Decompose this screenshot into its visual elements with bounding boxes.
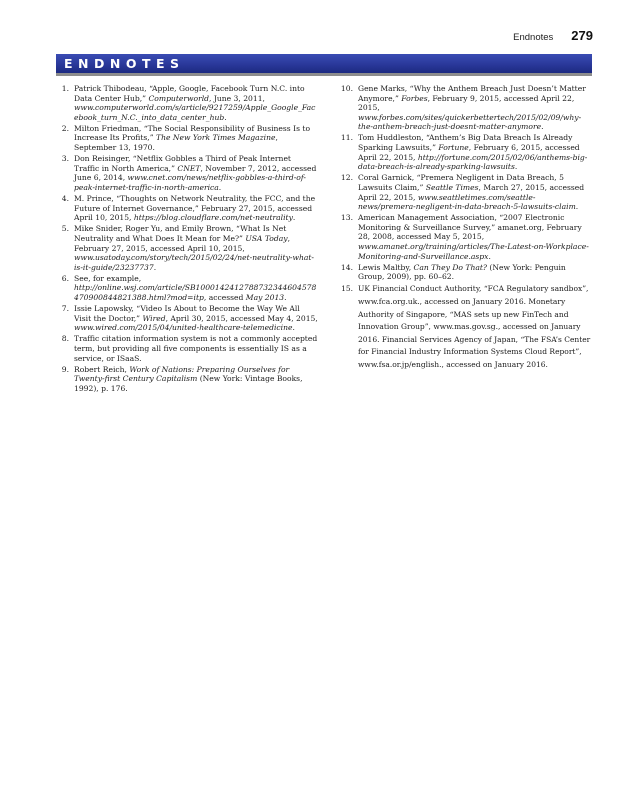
endnote-segment: Robert Reich, — [74, 364, 130, 374]
endnote-segment: (New York: Penguin Group, 2009), pp. 60–62. — [358, 262, 566, 282]
page-number: 279 — [571, 28, 593, 43]
endnote-segment: , accessed — [203, 292, 246, 302]
endnotes-right-column — [336, 84, 592, 395]
endnote-segment: . — [218, 182, 222, 192]
endnote-segment: . — [541, 122, 544, 132]
endnote-italic-segment: USA Today — [245, 233, 288, 243]
endnote-number: 10. — [340, 84, 353, 93]
endnote-segment: UK Financial Conduct Authority, “FCA Regulatory sandbox”, www.fca.org.uk., accessed on January 2016. Monetary Authority of Singapore, “MAS sets up new FinTech and Innovation Group”, www.mas.gov.sg., accessed on January 2016. Financial Services Agency of Japan, “The FSA’s Center for Financial Industry Information Systems Cloud Report”, www.fsa.or.jp/english., accessed on January 2016. — [358, 284, 591, 369]
endnote-segment: Coral Garnick, “Premera Negligent in Data Breach, 5 Lawsuits Claim,” — [358, 173, 564, 192]
endnote-italic-segment: Forbes — [401, 93, 428, 103]
endnote-segment: Don Reisinger, “Netflix Gobbles a Third of Peak Internet Traffic in North America,” — [74, 154, 291, 173]
endnote-9 — [56, 365, 318, 394]
endnote-6 — [56, 274, 318, 303]
endnote-12 — [336, 173, 592, 211]
endnote-segment: . — [284, 292, 287, 302]
endnote-number: 13. — [340, 213, 353, 223]
endnote-italic-segment: www.wired.com/2015/04/united-healthcare-telemedicine — [74, 323, 293, 333]
endnote-segment: . — [153, 262, 157, 272]
banner-title: ENDNOTES — [64, 56, 185, 71]
endnote-text — [74, 274, 318, 303]
endnote-italic-segment: Can They Do That? — [413, 262, 488, 272]
endnote-italic-segment: Fortune — [438, 143, 469, 153]
endnote-14 — [336, 263, 592, 282]
endnote-15 — [336, 283, 592, 371]
endnote-italic-segment: www.computerworld.com/s/article/9217259/Apple_Google_Facebook_turn_N.C._into_data_center_hub — [74, 103, 316, 122]
endnote-segment: . — [292, 213, 296, 223]
endnote-segment: M. Prince, “Thoughts on Network Neutrality, the FCC, and the Future of Internet Governance,” February 27, 2015, accessed April 10, 2015, — [74, 194, 316, 223]
endnote-number: 15. — [341, 284, 353, 294]
endnote-11 — [336, 133, 592, 171]
endnote-segment: Milton Friedman, “The Social Responsibility of Business Is to Increase Its Profits,” — [74, 123, 311, 143]
endnote-segment: , March 27, 2015, accessed April 22, 2015, — [358, 182, 585, 202]
endnote-italic-segment: www.seattletimes.com/seattle-news/premera-negligent-in-data-breach-5-lawsuits-claim — [358, 192, 576, 212]
endnote-segment: Traffic citation information system is not a commonly accepted term, but providing all five components is essentially IS as a service, or ISaaS. — [74, 334, 318, 363]
endnote-number: 2. — [61, 123, 69, 133]
endnote-number: 9. — [61, 364, 69, 374]
endnotes-banner — [56, 54, 592, 73]
endnote-segment: , November 7, 2012, accessed June 6, 2014, — [74, 163, 317, 183]
endnote-number: 8. — [61, 334, 69, 344]
endnote-2 — [56, 124, 318, 153]
endnote-segment: Tom Huddleston, “Anthem’s Big Data Breach Is Already Sparking Lawsuits,” — [358, 133, 573, 153]
endnote-segment: . — [488, 251, 491, 261]
endnote-number: 14. — [340, 262, 353, 272]
endnote-italic-segment: Wired — [142, 313, 166, 323]
endnote-text — [358, 133, 592, 171]
endnote-number: 5. — [61, 224, 69, 234]
endnote-segment: . — [224, 112, 227, 122]
endnote-segment: . — [514, 162, 518, 172]
endnote-italic-segment: www.amanet.org/training/articles/The-Latest-on-Workplace-Monitoring-and-Surveillance.aspx — [358, 242, 589, 261]
banner-shadow-rule — [56, 73, 592, 76]
endnote-number: 3. — [61, 154, 69, 164]
endnote-italic-segment: CNET — [177, 163, 201, 173]
endnote-3 — [56, 154, 318, 192]
endnote-segment: , February 9, 2015, accessed April 22, 2015, — [358, 93, 575, 113]
running-head — [513, 28, 593, 43]
endnote-italic-segment: http://online.wsj.com/article/SB10001424127887323446045784709008448213​88.html?mod=itp — [74, 283, 317, 302]
endnote-italic-segment: www.usatoday.com/story/tech/2015/02/24/net-neutrality-what-is-it-guide/23237737 — [74, 253, 314, 272]
endnote-text — [74, 154, 318, 192]
endnote-segment: , June 3, 2011, — [209, 93, 265, 103]
endnote-4 — [56, 194, 318, 223]
endnote-segment: . — [292, 323, 295, 333]
endnote-10 — [336, 84, 592, 132]
endnote-segment: American Management Association, “2007 Electronic Monitoring & Surveillance Survey,” amanet.org, February 28, 2008, accessed May 5, 2015, — [358, 213, 582, 242]
endnote-text — [358, 213, 592, 261]
endnote-text — [358, 283, 592, 371]
endnote-italic-segment: http://fortune.com/2015/02/06/anthems-big-data-breach-is-already-sparking-lawsuits — [358, 152, 588, 172]
endnote-number: 4. — [61, 194, 69, 204]
endnote-segment: Patrick Thibodeau, “Apple, Google, Facebook Turn N.C. into Data Center Hub,” — [74, 84, 305, 103]
endnote-8 — [56, 334, 318, 363]
endnote-1 — [56, 84, 318, 122]
endnote-number: 12. — [340, 173, 353, 183]
endnote-text — [74, 334, 318, 363]
endnote-text — [358, 263, 592, 282]
endnote-number: 1. — [61, 84, 69, 93]
endnote-5 — [56, 224, 318, 272]
endnote-segment: Issie Lapowsky, “Video Is About to Become the Way We All Visit the Doctor,” — [74, 304, 300, 323]
endnotes-columns — [56, 84, 592, 395]
endnote-segment: , February 27, 2015, accessed April 10, 2015, — [74, 233, 290, 253]
endnote-text — [74, 84, 318, 122]
endnote-text — [358, 84, 592, 132]
endnote-segment: . — [575, 202, 579, 212]
endnote-segment: Gene Marks, “Why the Anthem Breach Just Doesn’t Matter Anymore,” — [358, 84, 586, 103]
endnote-italic-segment: www.cnet.com/news/netflix-gobbles-a-third-of-peak-internet-traffic-in-north-america — [74, 173, 306, 192]
endnote-italic-segment: Seattle Times — [425, 182, 479, 192]
endnote-text — [74, 224, 318, 272]
endnote-text — [358, 173, 592, 211]
endnote-13 — [336, 213, 592, 261]
endnote-italic-segment: www.forbes.com/sites/quickerbettertech/2015/02/09/why-the-anthem-breach-just-doesnt-matter-anymore — [358, 112, 582, 132]
endnote-number: 6. — [61, 273, 69, 283]
endnote-segment: Lewis Maltby, — [358, 262, 414, 272]
running-head-section: Endnotes — [513, 32, 554, 43]
endnote-number: 7. — [61, 304, 69, 314]
endnote-segment: See, for example, — [74, 273, 142, 283]
endnote-segment: , September 13, 1970. — [74, 133, 278, 153]
endnote-segment: (New York: Vintage Books, 1992), p. 176. — [74, 374, 303, 393]
endnote-italic-segment: May 2013 — [245, 292, 285, 302]
endnote-text — [74, 365, 318, 394]
endnote-italic-segment: Work of Nations: Preparing Ourselves for Twenty-first Century Capitalism — [74, 364, 290, 384]
endnote-italic-segment: https://blog.cloudflare.com/net-neutrality — [133, 213, 293, 223]
endnote-segment: , February 6, 2015, accessed April 22, 2015, — [358, 143, 580, 162]
endnote-text — [74, 194, 318, 223]
endnotes-left-column — [56, 84, 318, 395]
endnote-7 — [56, 304, 318, 333]
endnote-text — [74, 124, 318, 153]
endnote-number: 11. — [340, 133, 353, 143]
endnote-italic-segment: Computerworld — [148, 93, 209, 103]
endnote-text — [74, 304, 318, 333]
endnote-segment: , April 30, 2015, accessed May 4, 2015, — [165, 313, 318, 323]
endnote-italic-segment: The New York Times Magazine — [156, 133, 276, 143]
endnote-segment: Mike Snider, Roger Yu, and Emily Brown, “What Is Net Neutrality and What Does It Mean for Me?” — [74, 224, 287, 243]
